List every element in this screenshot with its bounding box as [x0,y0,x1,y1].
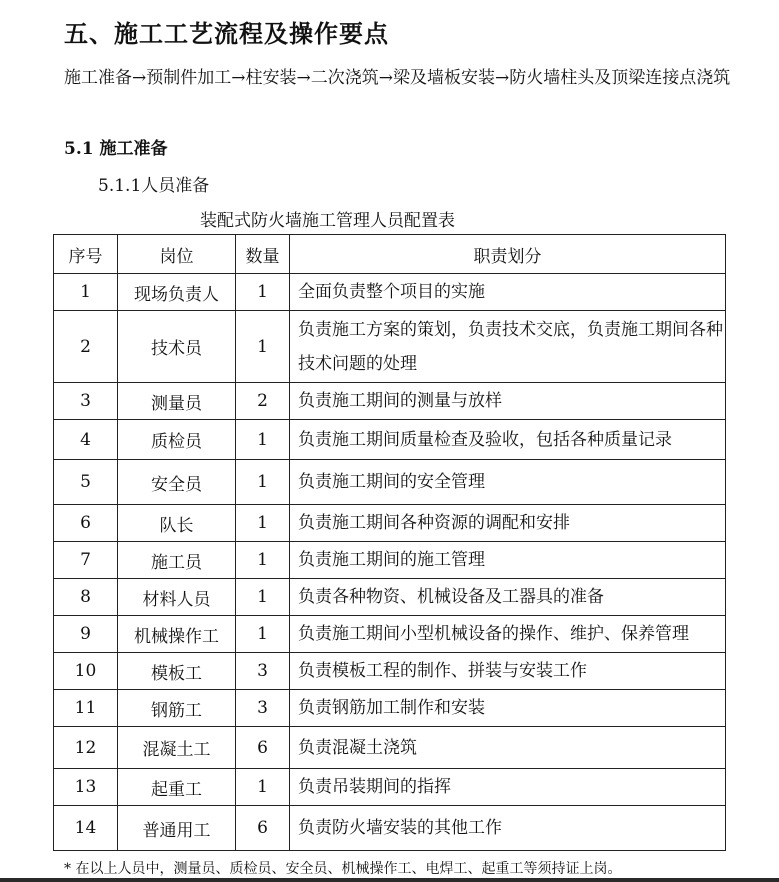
cell-duty: 负责混凝土浇筑 [290,727,726,769]
cell-count: 6 [236,727,290,769]
cell-count: 1 [236,505,290,542]
cell-count: 6 [236,806,290,851]
table-row [54,460,726,505]
cell-position: 材料人员 [118,579,236,616]
cell-duty: 负责钢筋加工制作和安装 [290,690,726,727]
cell-duty: 负责施工方案的策划，负责技术交底，负责施工期间各种技术问题的处理 [290,311,726,383]
cell-count: 1 [236,460,290,505]
table-row [54,690,726,727]
cell-index: 7 [54,542,118,579]
cell-position: 混凝土工 [118,727,236,769]
cell-position: 测量员 [118,383,236,420]
cell-index: 12 [54,727,118,769]
cell-position: 安全员 [118,460,236,505]
table-row [54,311,726,383]
table-body [54,274,726,851]
cell-count: 3 [236,690,290,727]
page-heading: 五、施工工艺流程及操作要点 [64,20,389,48]
header-position: 岗位 [118,235,236,274]
cell-index: 8 [54,579,118,616]
cell-duty: 负责施工期间的安全管理 [290,460,726,505]
table-row [54,769,726,806]
cell-position: 机械操作工 [118,616,236,653]
cell-index: 13 [54,769,118,806]
cell-position: 普通用工 [118,806,236,851]
cell-count: 1 [236,420,290,460]
cell-duty: 负责施工期间的施工管理 [290,542,726,579]
header-duty: 职责划分 [290,235,726,274]
cell-position: 队长 [118,505,236,542]
cell-count: 1 [236,769,290,806]
process-flow-text: 施工准备→预制件加工→柱安装→二次浇筑→梁及墙板安装→防火墙柱头及顶梁连接点浇筑 [64,68,731,88]
cell-position: 钢筋工 [118,690,236,727]
cell-duty: 负责各种物资、机械设备及工器具的准备 [290,579,726,616]
header-index: 序号 [54,235,118,274]
section-title: 5.1 施工准备 [64,139,168,159]
cell-position: 现场负责人 [118,274,236,311]
cell-duty: 负责施工期间小型机械设备的操作、维护、保养管理 [290,616,726,653]
subsection-title: 5.1.1人员准备 [98,176,210,196]
footnote: * 在以上人员中，测量员、质检员、安全员、机械操作工、电焊工、起重工等须持证上岗。 [64,861,622,877]
cell-duty: 负责施工期间的测量与放样 [290,383,726,420]
cell-index: 3 [54,383,118,420]
cell-count: 1 [236,579,290,616]
cell-index: 6 [54,505,118,542]
table-header-row [54,235,726,274]
header-count: 数量 [236,235,290,274]
table-row [54,806,726,851]
cell-position: 质检员 [118,420,236,460]
cell-index: 14 [54,806,118,851]
cell-position: 技术员 [118,311,236,383]
cell-index: 5 [54,460,118,505]
table-row [54,653,726,690]
cell-count: 1 [236,274,290,311]
table-row [54,420,726,460]
cell-duty: 负责防火墙安装的其他工作 [290,806,726,851]
table-caption: 装配式防火墙施工管理人员配置表 [200,211,455,231]
cell-index: 1 [54,274,118,311]
cell-duty: 负责施工期间各种资源的调配和安排 [290,505,726,542]
cell-duty: 负责施工期间质量检查及验收，包括各种质量记录 [290,420,726,460]
table-row [54,274,726,311]
cell-count: 2 [236,383,290,420]
cell-index: 4 [54,420,118,460]
table-row [54,579,726,616]
cell-duty: 全面负责整个项目的实施 [290,274,726,311]
table-row [54,727,726,769]
cell-count: 1 [236,616,290,653]
cell-position: 起重工 [118,769,236,806]
table-row [54,616,726,653]
staff-table [53,234,726,851]
cell-duty: 负责吊装期间的指挥 [290,769,726,806]
cell-index: 11 [54,690,118,727]
cell-count: 3 [236,653,290,690]
cell-index: 2 [54,311,118,383]
table-row [54,542,726,579]
cell-index: 9 [54,616,118,653]
cell-count: 1 [236,542,290,579]
cell-count: 1 [236,311,290,383]
cell-duty: 负责模板工程的制作、拼装与安装工作 [290,653,726,690]
cell-position: 模板工 [118,653,236,690]
cell-index: 10 [54,653,118,690]
page-bottom-rule [0,878,779,882]
table-row [54,505,726,542]
table-row [54,383,726,420]
cell-position: 施工员 [118,542,236,579]
